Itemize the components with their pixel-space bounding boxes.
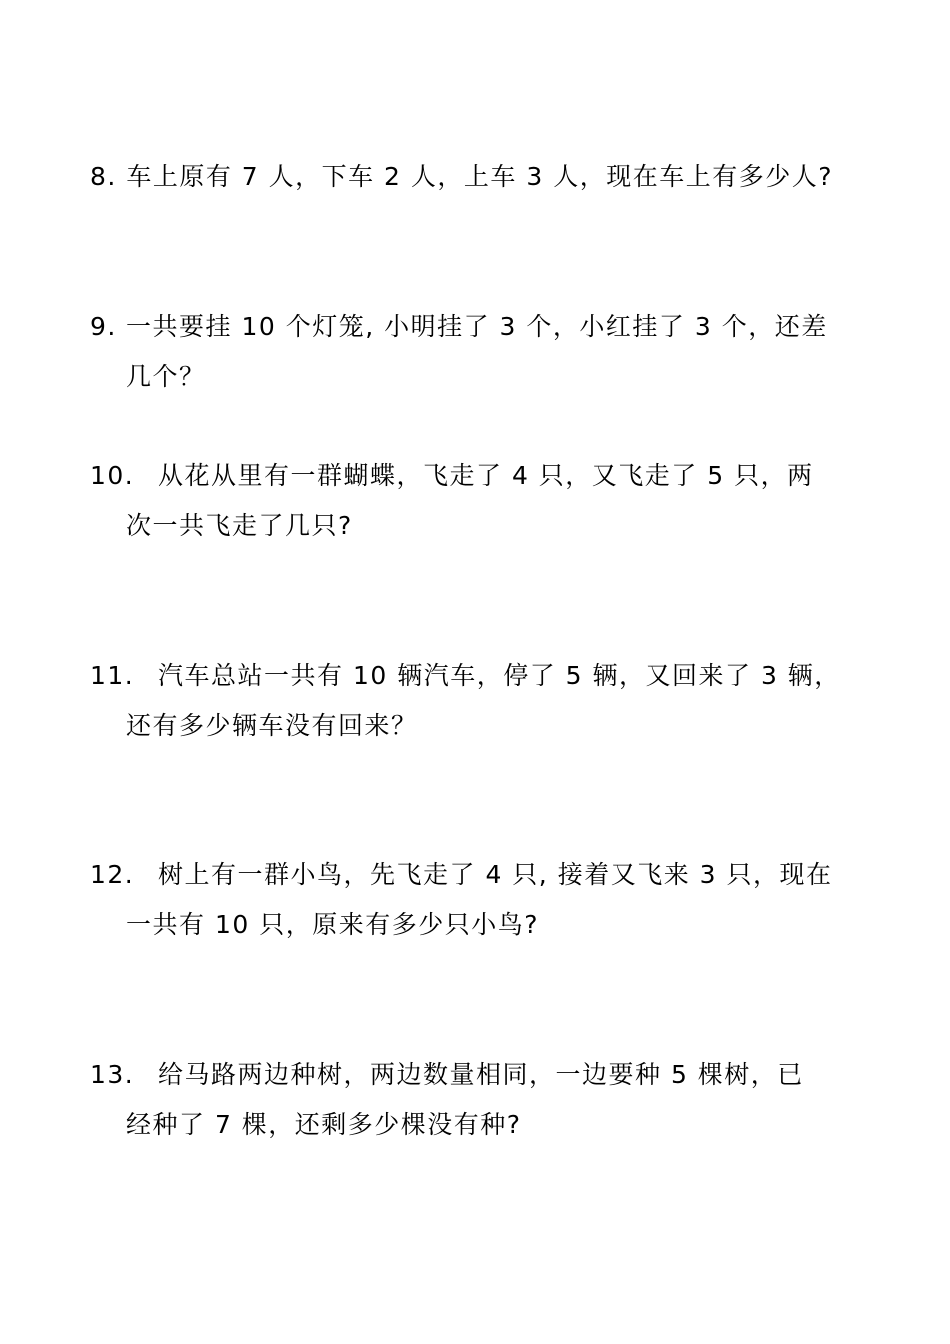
problem-number: 9.: [90, 312, 117, 341]
problem-text: 给马路两边种树，两边数量相同，一边要种 5 棵树，已: [158, 1060, 804, 1089]
problem-text: 一共要挂 10 个灯笼, 小明挂了 3 个，小红挂了 3 个，还差: [126, 312, 828, 341]
problem-line-continuation: 次一共飞走了几只?: [126, 511, 353, 540]
problem-text: 车上原有 7 人，下车 2 人，上车 3 人，现在车上有多少人?: [126, 162, 833, 191]
problem-12: [90, 850, 870, 950]
problem-13: [90, 1050, 870, 1150]
problem-number: 10.: [90, 461, 135, 490]
problem-10: [90, 451, 870, 551]
problem-number: 13.: [90, 1060, 135, 1089]
problem-11: [90, 651, 870, 751]
problem-text: 树上有一群小鸟，先飞走了 4 只, 接着又飞来 3 只，现在: [158, 860, 833, 889]
problem-9: [90, 302, 870, 402]
problem-line-continuation: 一共有 10 只，原来有多少只小鸟?: [126, 910, 539, 939]
problem-line: [90, 850, 870, 900]
problem-text: 从花从里有一群蝴蝶，飞走了 4 只，又飞走了 5 只，两: [158, 461, 814, 490]
problem-number: 8.: [90, 162, 117, 191]
problem-number: 11.: [90, 661, 135, 690]
problem-number: 12.: [90, 860, 135, 889]
problem-line: [90, 1050, 870, 1100]
problem-line: [90, 302, 870, 352]
problem-line: [90, 451, 870, 501]
problem-line-continuation: 还有多少辆车没有回来？: [126, 711, 418, 740]
problem-8: [90, 152, 870, 202]
problem-line-continuation: 经种了 7 棵，还剩多少棵没有种?: [126, 1110, 522, 1139]
problem-line: [90, 152, 870, 202]
problem-line: [90, 651, 870, 701]
problem-text: 汽车总站一共有 10 辆汽车，停了 5 辆，又回来了 3 辆，: [158, 661, 841, 690]
problem-line-continuation: 几个？: [126, 362, 206, 391]
